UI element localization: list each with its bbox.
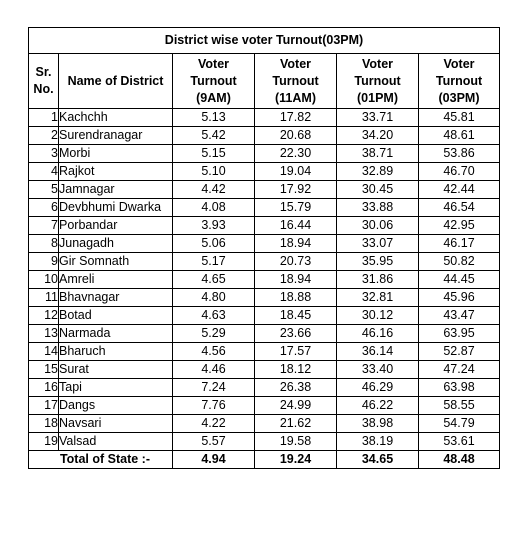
district-name-cell: Surat (59, 361, 173, 379)
total-row (29, 451, 500, 469)
turnout-11am-cell: 17.57 (255, 343, 337, 361)
turnout-9am-cell: 5.10 (173, 163, 255, 181)
turnout-03pm-cell: 42.44 (419, 181, 500, 199)
turnout-9am-cell: 3.93 (173, 217, 255, 235)
turnout-01pm-cell: 46.22 (337, 397, 419, 415)
sr-cell: 1 (29, 109, 59, 127)
table-row (29, 433, 500, 451)
sr-cell: 2 (29, 127, 59, 145)
turnout-03pm-cell: 52.87 (419, 343, 500, 361)
sr-cell: 8 (29, 235, 59, 253)
turnout-9am-cell: 4.22 (173, 415, 255, 433)
table-row (29, 253, 500, 271)
table-row (29, 289, 500, 307)
turnout-9am-cell: 4.56 (173, 343, 255, 361)
turnout-9am-cell: 4.08 (173, 199, 255, 217)
table-row (29, 271, 500, 289)
sr-cell: 17 (29, 397, 59, 415)
district-name-cell: Bharuch (59, 343, 173, 361)
turnout-11am-cell: 22.30 (255, 145, 337, 163)
sr-cell: 19 (29, 433, 59, 451)
total-label: Total of State :- (29, 451, 173, 469)
turnout-9am-cell: 4.80 (173, 289, 255, 307)
table-row (29, 127, 500, 145)
sr-cell: 4 (29, 163, 59, 181)
turnout-01pm-cell: 32.81 (337, 289, 419, 307)
turnout-9am-cell: 7.24 (173, 379, 255, 397)
district-name-cell: Tapi (59, 379, 173, 397)
turnout-03pm-cell: 46.17 (419, 235, 500, 253)
turnout-01pm-cell: 38.71 (337, 145, 419, 163)
sr-cell: 13 (29, 325, 59, 343)
turnout-9am-cell: 7.76 (173, 397, 255, 415)
turnout-01pm-cell: 36.14 (337, 343, 419, 361)
district-turnout-table (28, 27, 500, 469)
turnout-03pm-cell: 46.70 (419, 163, 500, 181)
total-03pm: 48.48 (419, 451, 500, 469)
turnout-01pm-cell: 35.95 (337, 253, 419, 271)
header-turnout-01pm: Voter Turnout (01PM) (337, 54, 419, 109)
turnout-11am-cell: 19.58 (255, 433, 337, 451)
table-row (29, 379, 500, 397)
sr-cell: 5 (29, 181, 59, 199)
turnout-03pm-cell: 46.54 (419, 199, 500, 217)
district-name-cell: Junagadh (59, 235, 173, 253)
turnout-9am-cell: 4.42 (173, 181, 255, 199)
turnout-11am-cell: 20.68 (255, 127, 337, 145)
table-row (29, 343, 500, 361)
district-name-cell: Botad (59, 307, 173, 325)
turnout-01pm-cell: 33.88 (337, 199, 419, 217)
turnout-11am-cell: 18.94 (255, 271, 337, 289)
turnout-03pm-cell: 53.86 (419, 145, 500, 163)
sr-cell: 10 (29, 271, 59, 289)
turnout-01pm-cell: 34.20 (337, 127, 419, 145)
district-name-cell: Bhavnagar (59, 289, 173, 307)
turnout-11am-cell: 19.04 (255, 163, 337, 181)
table-row (29, 307, 500, 325)
table-row (29, 415, 500, 433)
turnout-11am-cell: 17.92 (255, 181, 337, 199)
district-name-cell: Porbandar (59, 217, 173, 235)
district-name-cell: Narmada (59, 325, 173, 343)
sr-cell: 6 (29, 199, 59, 217)
table-row (29, 397, 500, 415)
district-name-cell: Navsari (59, 415, 173, 433)
district-name-cell: Rajkot (59, 163, 173, 181)
turnout-03pm-cell: 45.96 (419, 289, 500, 307)
sr-cell: 3 (29, 145, 59, 163)
turnout-01pm-cell: 30.06 (337, 217, 419, 235)
turnout-01pm-cell: 46.29 (337, 379, 419, 397)
table-title: District wise voter Turnout(03PM) (29, 28, 500, 54)
table-row (29, 235, 500, 253)
turnout-01pm-cell: 30.12 (337, 307, 419, 325)
total-01pm: 34.65 (337, 451, 419, 469)
turnout-11am-cell: 18.45 (255, 307, 337, 325)
turnout-11am-cell: 16.44 (255, 217, 337, 235)
district-name-cell: Devbhumi Dwarka (59, 199, 173, 217)
turnout-03pm-cell: 53.61 (419, 433, 500, 451)
turnout-03pm-cell: 58.55 (419, 397, 500, 415)
district-name-cell: Valsad (59, 433, 173, 451)
header-turnout-03pm: Voter Turnout (03PM) (419, 54, 500, 109)
sr-cell: 18 (29, 415, 59, 433)
turnout-01pm-cell: 32.89 (337, 163, 419, 181)
turnout-03pm-cell: 54.79 (419, 415, 500, 433)
turnout-01pm-cell: 46.16 (337, 325, 419, 343)
turnout-03pm-cell: 43.47 (419, 307, 500, 325)
turnout-03pm-cell: 44.45 (419, 271, 500, 289)
table-row (29, 181, 500, 199)
header-turnout-11am: Voter Turnout (11AM) (255, 54, 337, 109)
total-11am: 19.24 (255, 451, 337, 469)
district-name-cell: Dangs (59, 397, 173, 415)
turnout-01pm-cell: 38.98 (337, 415, 419, 433)
turnout-9am-cell: 5.17 (173, 253, 255, 271)
turnout-9am-cell: 4.65 (173, 271, 255, 289)
header-turnout-9am: Voter Turnout (9AM) (173, 54, 255, 109)
turnout-9am-cell: 5.29 (173, 325, 255, 343)
turnout-11am-cell: 21.62 (255, 415, 337, 433)
district-name-cell: Kachchh (59, 109, 173, 127)
turnout-03pm-cell: 47.24 (419, 361, 500, 379)
turnout-03pm-cell: 63.98 (419, 379, 500, 397)
table-row (29, 163, 500, 181)
turnout-11am-cell: 23.66 (255, 325, 337, 343)
sr-cell: 14 (29, 343, 59, 361)
turnout-11am-cell: 24.99 (255, 397, 337, 415)
district-name-cell: Morbi (59, 145, 173, 163)
table-row (29, 361, 500, 379)
total-9am: 4.94 (173, 451, 255, 469)
turnout-01pm-cell: 30.45 (337, 181, 419, 199)
table-row (29, 199, 500, 217)
table-row (29, 109, 500, 127)
header-sr-no: Sr. No. (29, 54, 59, 109)
district-name-cell: Surendranagar (59, 127, 173, 145)
turnout-03pm-cell: 63.95 (419, 325, 500, 343)
sr-cell: 7 (29, 217, 59, 235)
turnout-11am-cell: 17.82 (255, 109, 337, 127)
turnout-03pm-cell: 42.95 (419, 217, 500, 235)
turnout-11am-cell: 18.12 (255, 361, 337, 379)
table-row (29, 217, 500, 235)
turnout-9am-cell: 5.42 (173, 127, 255, 145)
district-name-cell: Amreli (59, 271, 173, 289)
turnout-9am-cell: 5.13 (173, 109, 255, 127)
district-name-cell: Jamnagar (59, 181, 173, 199)
turnout-11am-cell: 18.88 (255, 289, 337, 307)
turnout-01pm-cell: 33.40 (337, 361, 419, 379)
turnout-9am-cell: 5.15 (173, 145, 255, 163)
sr-cell: 16 (29, 379, 59, 397)
sr-cell: 12 (29, 307, 59, 325)
turnout-01pm-cell: 38.19 (337, 433, 419, 451)
turnout-11am-cell: 26.38 (255, 379, 337, 397)
table-row (29, 145, 500, 163)
turnout-01pm-cell: 31.86 (337, 271, 419, 289)
turnout-9am-cell: 5.06 (173, 235, 255, 253)
table-row (29, 325, 500, 343)
turnout-03pm-cell: 45.81 (419, 109, 500, 127)
sr-cell: 9 (29, 253, 59, 271)
header-district-name: Name of District (59, 54, 173, 109)
turnout-01pm-cell: 33.71 (337, 109, 419, 127)
turnout-03pm-cell: 48.61 (419, 127, 500, 145)
table-body (29, 109, 500, 451)
sr-cell: 15 (29, 361, 59, 379)
turnout-11am-cell: 20.73 (255, 253, 337, 271)
turnout-01pm-cell: 33.07 (337, 235, 419, 253)
turnout-11am-cell: 18.94 (255, 235, 337, 253)
turnout-11am-cell: 15.79 (255, 199, 337, 217)
turnout-9am-cell: 4.63 (173, 307, 255, 325)
turnout-9am-cell: 5.57 (173, 433, 255, 451)
turnout-03pm-cell: 50.82 (419, 253, 500, 271)
turnout-9am-cell: 4.46 (173, 361, 255, 379)
district-name-cell: Gir Somnath (59, 253, 173, 271)
sr-cell: 11 (29, 289, 59, 307)
